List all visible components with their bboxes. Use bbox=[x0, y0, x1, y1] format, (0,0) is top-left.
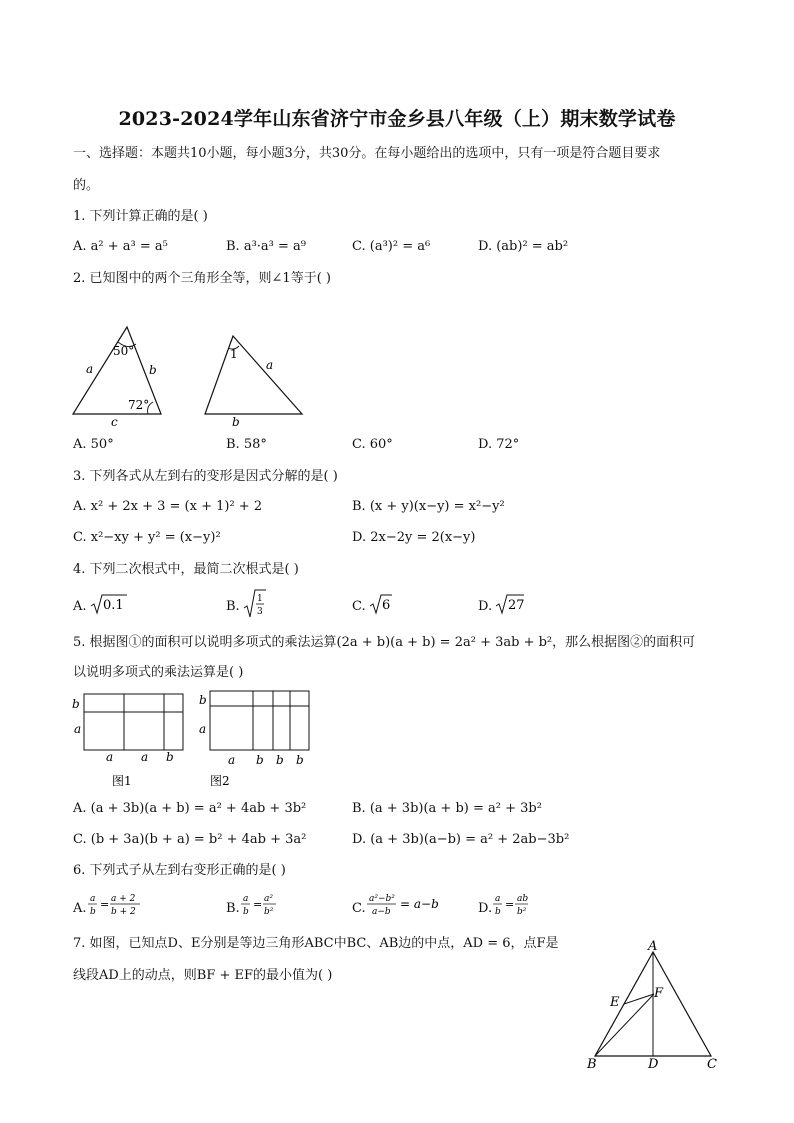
q6-option-b[interactable]: B. bbox=[226, 901, 240, 916]
fig2-caption: 图2 bbox=[210, 774, 230, 788]
q4-frac-den: 3 bbox=[257, 607, 263, 617]
question-3-stem: 3. 下列各式从左到右的变形是因式分解的是( ) bbox=[73, 469, 338, 484]
question-7-stem-line1: 7. 如图，已知点D、E分别是等边三角形ABC中BC、AB边的中点，AD = 6，点F是 bbox=[73, 936, 559, 951]
q6b-rhs-num: a² bbox=[264, 894, 273, 904]
point-f-label: F bbox=[654, 986, 664, 1001]
tri1-angle-top: 50° bbox=[113, 344, 135, 358]
fig1-label-left-a: a bbox=[74, 722, 82, 736]
fig1-label-bottom-a2: a bbox=[141, 750, 149, 764]
q3-option-d[interactable]: D. 2x−2y = 2(x−y) bbox=[352, 530, 476, 545]
q4-option-b[interactable]: B. bbox=[226, 599, 240, 614]
q4-option-c[interactable]: C. bbox=[352, 599, 366, 614]
fig2-label-bottom-b1: b bbox=[256, 753, 264, 767]
q5-option-a[interactable]: A. (a + 3b)(a + b) = a² + 4ab + 3b² bbox=[73, 801, 307, 816]
figure-1 bbox=[72, 694, 183, 788]
q3-option-c[interactable]: C. x²−xy + y² = (x−y)² bbox=[73, 530, 221, 545]
section-instructions-line1: 一、选择题：本题共10小题，每小题3分，共30分。在每小题给出的选项中，只有一项是符合题目要求 bbox=[73, 146, 661, 161]
q4-radical-d bbox=[494, 592, 526, 616]
question-5-stem-line2: 以说明多项式的乘法运算是( ) bbox=[73, 665, 244, 680]
q6b-rhs-den: b² bbox=[264, 907, 274, 917]
q6-option-a[interactable]: A. bbox=[73, 901, 87, 916]
tri2-side-bottom: b bbox=[232, 415, 240, 429]
q3-option-b[interactable]: B. (x + y)(x−y) = x²−y² bbox=[352, 499, 505, 514]
q5-option-d[interactable]: D. (a + 3b)(a−b) = a² + 2ab−3b² bbox=[352, 832, 570, 847]
tri1-side-bottom: c bbox=[111, 415, 118, 429]
q4-radicand-a: 0.1 bbox=[103, 598, 124, 613]
fig2-label-left-a: a bbox=[199, 722, 207, 736]
q6d-rhs-num: ab bbox=[517, 894, 529, 904]
point-c-label: C bbox=[707, 1057, 717, 1072]
q3-option-a[interactable]: A. x² + 2x + 3 = (x + 1)² + 2 bbox=[73, 499, 263, 514]
q6b-lhs-num: a bbox=[243, 894, 249, 904]
fig1-caption: 图1 bbox=[112, 774, 132, 788]
fig2-label-bottom-a: a bbox=[228, 753, 236, 767]
q6b-lhs-den: b bbox=[243, 907, 249, 917]
fig1-label-bottom-b: b bbox=[166, 750, 174, 764]
point-b-label: B bbox=[587, 1057, 597, 1072]
svg-text:=: = bbox=[505, 898, 515, 911]
q6-formula-b bbox=[241, 890, 281, 922]
question-6-stem: 6. 下列式子从左到右变形正确的是( ) bbox=[73, 863, 286, 878]
q4-option-a[interactable]: A. bbox=[73, 599, 87, 614]
point-a-label: A bbox=[648, 939, 658, 954]
tri2-side-right: a bbox=[266, 358, 274, 372]
q4-radicand-c: 6 bbox=[382, 598, 391, 613]
q6c-lhs-den: a−b bbox=[372, 907, 391, 917]
q6-option-d[interactable]: D. bbox=[478, 901, 493, 916]
q4-radical-b bbox=[242, 588, 268, 620]
point-d-label: D bbox=[648, 1057, 659, 1072]
q6-formula-a bbox=[88, 890, 148, 922]
q1-option-a[interactable]: A. a² + a³ = a⁵ bbox=[73, 239, 168, 254]
q4-radicand-d: 27 bbox=[508, 598, 525, 613]
q6c-lhs-num: a²−b² bbox=[369, 894, 395, 904]
q1-option-c[interactable]: C. (a³)² = a⁶ bbox=[352, 239, 431, 254]
q6d-lhs-num: a bbox=[495, 894, 501, 904]
q6-formula-c bbox=[367, 890, 447, 922]
question-7-stem-line2: 线段AD上的动点，则BF + EF的最小值为( ) bbox=[73, 968, 333, 983]
svg-text:=: = bbox=[253, 898, 263, 911]
q6d-rhs-den: b² bbox=[517, 907, 527, 917]
q1-option-b[interactable]: B. a³·a³ = a⁹ bbox=[226, 239, 306, 254]
question-2-stem: 2. 已知图中的两个三角形全等，则∠1等于( ) bbox=[73, 271, 331, 286]
q2-option-a[interactable]: A. 50° bbox=[73, 437, 114, 452]
fig2-label-left-b: b bbox=[199, 693, 207, 707]
triangle-2 bbox=[205, 336, 302, 429]
q2-triangles-figure bbox=[66, 322, 316, 432]
q4-radical-c bbox=[368, 592, 394, 616]
fig1-label-left-b: b bbox=[72, 697, 80, 711]
question-5-stem-line1: 5. 根据图①的面积可以说明多项式的乘法运算(2a + b)(a + b) = 2a² + 3ab + b²，那么根据图②的面积可 bbox=[73, 635, 696, 650]
page-title: 2023-2024学年山东省济宁市金乡县八年级（上）期末数学试卷 bbox=[118, 108, 676, 130]
tri2-angle-top: 1 bbox=[230, 347, 238, 361]
q6a-rhs-den: b + 2 bbox=[111, 907, 136, 917]
figure-2 bbox=[199, 691, 309, 788]
q5-area-figures bbox=[68, 688, 328, 790]
q5-option-c[interactable]: C. (b + 3a)(b + a) = b² + 4ab + 3a² bbox=[73, 832, 307, 847]
q5-option-b[interactable]: B. (a + 3b)(a + b) = a² + 3b² bbox=[352, 801, 542, 816]
q2-option-d[interactable]: D. 72° bbox=[478, 437, 520, 452]
q6a-lhs-den: b bbox=[90, 907, 96, 917]
q6a-lhs-num: a bbox=[90, 894, 96, 904]
question-1-stem: 1. 下列计算正确的是( ) bbox=[73, 209, 208, 224]
q6-formula-d bbox=[493, 890, 533, 922]
triangle-1 bbox=[73, 327, 161, 429]
tri1-side-right: b bbox=[149, 363, 157, 377]
fig2-label-bottom-b3: b bbox=[296, 753, 304, 767]
svg-text:=: = bbox=[100, 898, 110, 911]
question-4-stem: 4. 下列二次根式中，最简二次根式是( ) bbox=[73, 562, 299, 577]
q6d-lhs-den: b bbox=[495, 907, 501, 917]
tri1-side-left: a bbox=[86, 362, 94, 376]
q2-option-b[interactable]: B. 58° bbox=[226, 437, 267, 452]
q2-option-c[interactable]: C. 60° bbox=[352, 437, 393, 452]
fig1-label-bottom-a1: a bbox=[106, 750, 114, 764]
q6-option-c[interactable]: C. bbox=[352, 901, 366, 916]
q4-radical-a bbox=[89, 592, 129, 616]
point-e-label: E bbox=[610, 995, 620, 1010]
section-instructions-line2: 的。 bbox=[73, 178, 100, 193]
q4-option-d[interactable]: D. bbox=[478, 599, 493, 614]
q4-frac-num: 1 bbox=[257, 594, 263, 604]
fig2-label-bottom-b2: b bbox=[276, 753, 284, 767]
q1-option-d[interactable]: D. (ab)² = ab² bbox=[478, 239, 569, 254]
q6a-rhs-num: a + 2 bbox=[111, 894, 136, 904]
q6c-rhs-tail: = a−b bbox=[400, 897, 439, 911]
q7-equilateral-figure bbox=[582, 934, 727, 1076]
tri1-angle-right: 72° bbox=[128, 398, 150, 412]
